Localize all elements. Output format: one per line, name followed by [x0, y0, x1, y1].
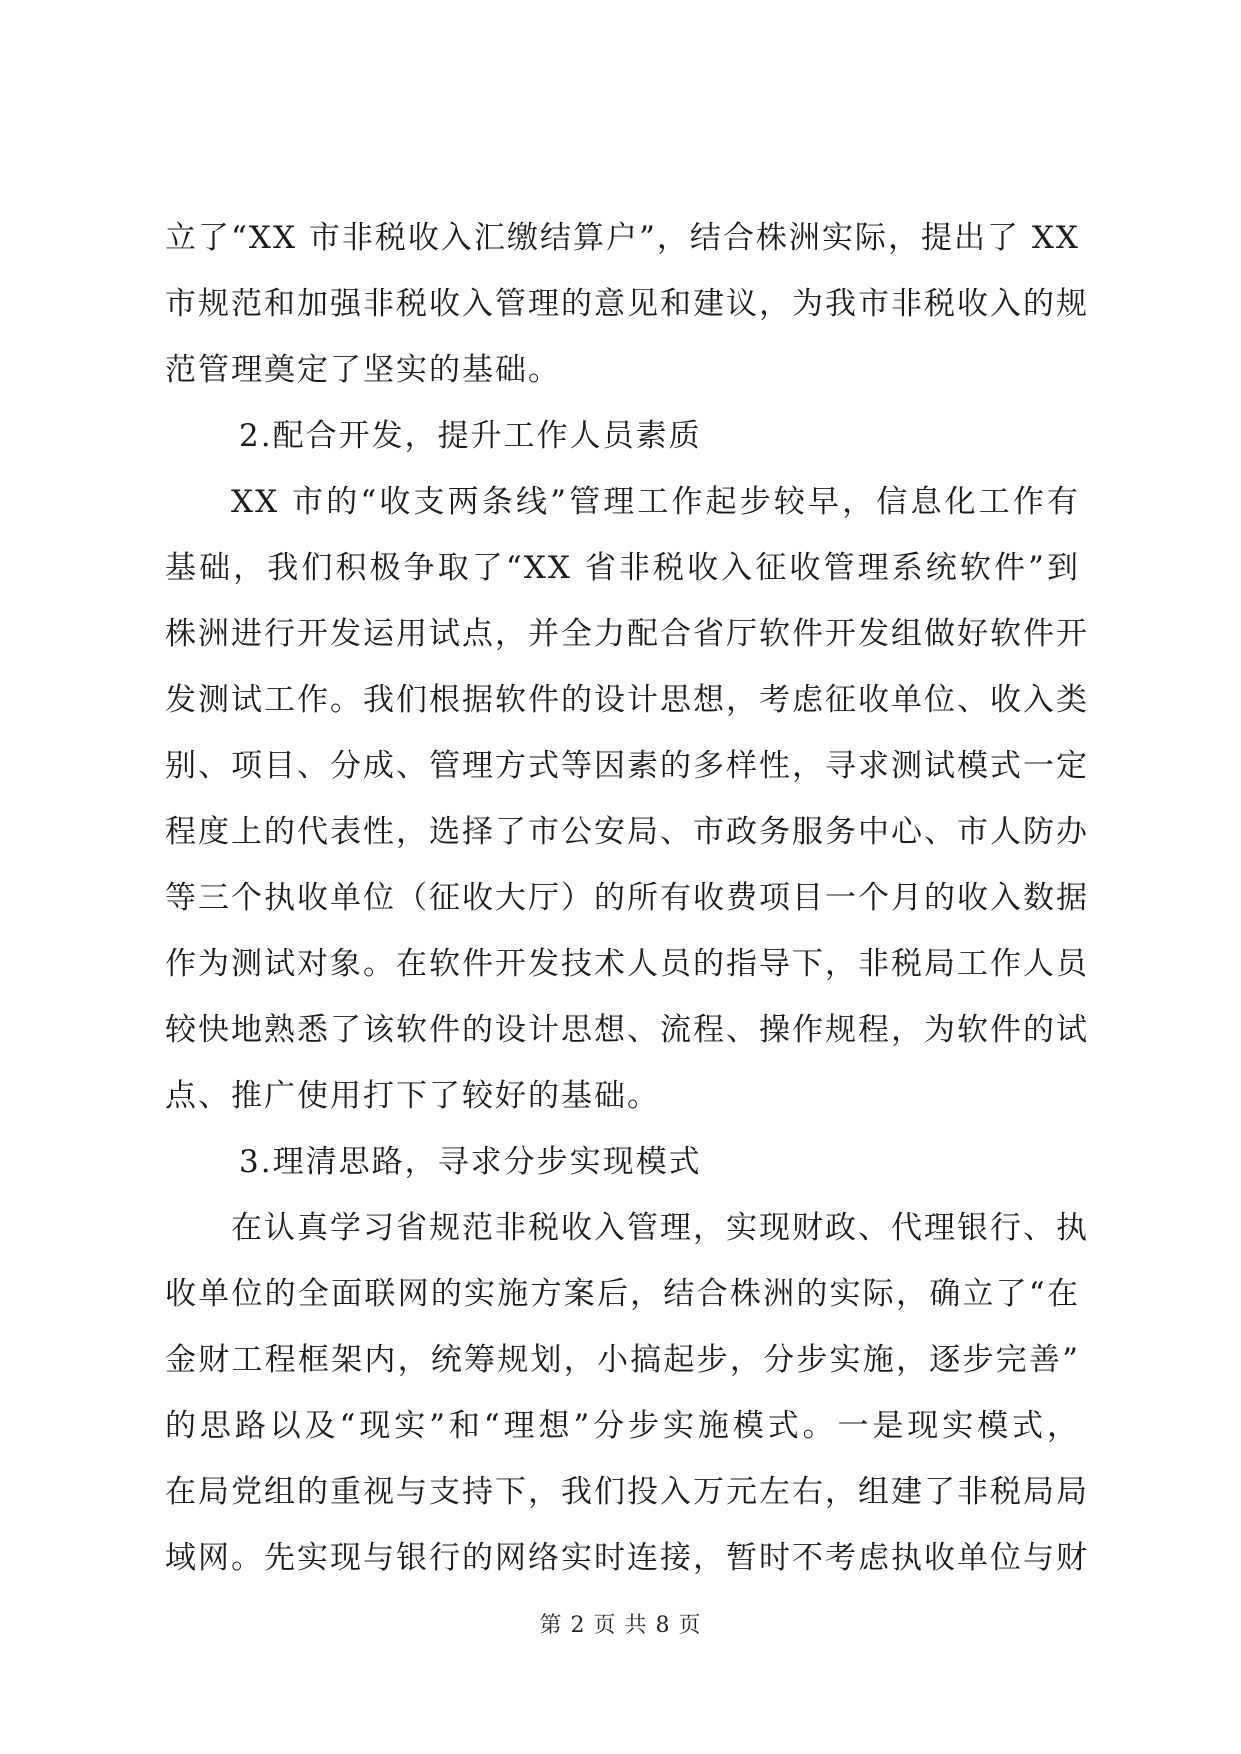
paragraph-line: 别、项目、分成、管理方式等因素的多样性，寻求测试模式一定 — [165, 748, 1089, 784]
paragraph-line: 立了“XX 市非税收入汇缴结算户”，结合株洲实际，提出了 XX — [165, 220, 1080, 256]
paragraph-line: 作为测试对象。在软件开发技术人员的指导下，非税局工作人员 — [165, 946, 1089, 982]
paragraph-line: 在认真学习省规范非税收入管理，实现财政、代理银行、执 — [231, 1210, 1089, 1246]
paragraph-line: 基础，我们积极争取了“XX 省非税收入征收管理系统软件”到 — [165, 550, 1080, 586]
paragraph-line: 金财工程框架内，统筹规划，小搞起步，分步实施，逐步完善” — [165, 1342, 1080, 1378]
paragraph-line: 程度上的代表性，选择了市公安局、市政务服务中心、市人防办 — [165, 814, 1089, 850]
paragraph-line: 发测试工作。我们根据软件的设计思想，考虑征收单位、收入类 — [165, 682, 1089, 718]
paragraph-line: 较快地熟悉了该软件的设计思想、流程、操作规程，为软件的试 — [165, 1012, 1089, 1048]
paragraph-line: 范管理奠定了坚实的基础。 — [165, 352, 561, 388]
body-text — [165, 205, 1089, 1591]
paragraph-line: 等三个执收单位（征收大厅）的所有收费项目一个月的收入数据 — [165, 880, 1089, 916]
paragraph-line: XX 市的“收支两条线”管理工作起步较早，信息化工作有 — [231, 484, 1080, 520]
paragraph-line: 点、推广使用打下了较好的基础。 — [165, 1078, 660, 1114]
paragraph-line: 收单位的全面联网的实施方案后，结合株洲的实际，确立了“在 — [165, 1276, 1080, 1312]
paragraph-line: 在局党组的重视与支持下，我们投入万元左右，组建了非税局局 — [165, 1474, 1089, 1510]
paragraph-line: 株洲进行开发运用试点，并全力配合省厅软件开发组做好软件开 — [165, 616, 1089, 652]
page-footer: 第 2 页 共 8 页 — [539, 1613, 702, 1638]
section-heading: 2.配合开发，提升工作人员素质 — [239, 418, 702, 454]
paragraph-line: 市规范和加强非税收入管理的意见和建议，为我市非税收入的规 — [165, 286, 1089, 322]
section-heading: 3.理清思路，寻求分步实现模式 — [239, 1144, 702, 1180]
paragraph-line: 的思路以及“现实”和“理想”分步实施模式。一是现实模式， — [165, 1408, 1080, 1444]
paragraph-line: 域网。先实现与银行的网络实时连接，暂时不考虑执收单位与财 — [165, 1540, 1089, 1576]
